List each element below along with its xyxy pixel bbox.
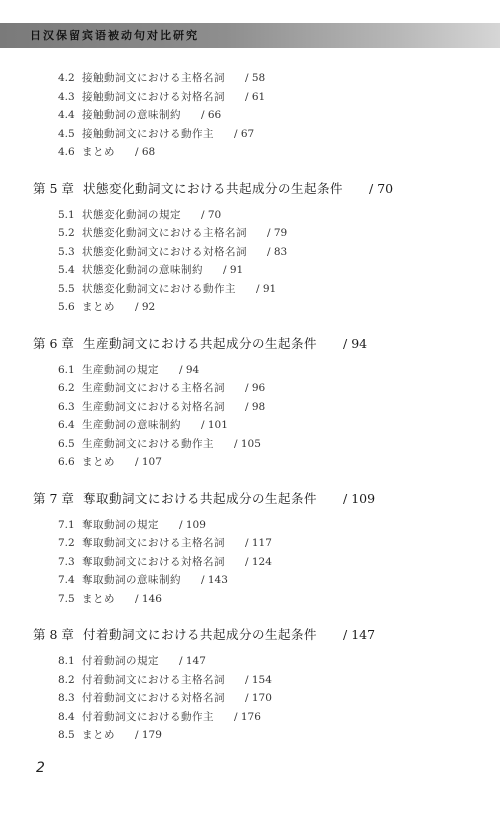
toc-section-entry — [58, 71, 265, 85]
page-reference: / 179 — [135, 729, 162, 741]
page-reference: / 143 — [201, 574, 228, 586]
section-number: 8.1 — [58, 655, 75, 667]
section-title: 生産動詞の規定 — [82, 364, 159, 376]
section-number: 6.5 — [58, 438, 75, 450]
section-number: 6.4 — [58, 419, 75, 431]
section-title: まとめ — [82, 146, 115, 158]
section-title: 接触動詞の意味制約 — [82, 109, 181, 121]
section-title: 付着動詞文における対格名詞 — [82, 692, 225, 704]
section-number: 8.5 — [58, 729, 75, 741]
page-reference: / 96 — [245, 382, 266, 394]
page-reference: / 83 — [267, 246, 288, 258]
page-reference: / 170 — [245, 692, 272, 704]
section-title: 奪取動詞の意味制約 — [82, 574, 181, 586]
page-reference: / 147 — [343, 627, 376, 642]
toc-section-entry — [58, 710, 261, 724]
page-reference: / 109 — [343, 491, 376, 506]
toc-section-entry — [58, 108, 221, 122]
page-reference: / 61 — [245, 91, 266, 103]
toc-section-entry — [58, 573, 228, 587]
section-number: 5.3 — [58, 246, 75, 258]
toc-section-entry — [58, 145, 155, 159]
toc-section-entry — [58, 437, 261, 451]
page-reference: / 91 — [223, 264, 244, 276]
section-title: 状態変化動詞の規定 — [82, 209, 181, 221]
section-title: まとめ — [82, 729, 115, 741]
section-title: 付着動詞の規定 — [82, 655, 159, 667]
page-reference: / 94 — [179, 364, 200, 376]
toc-section-entry — [58, 300, 155, 314]
toc-section-entry — [58, 127, 254, 141]
section-number: 7.3 — [58, 556, 75, 568]
section-number: 4.2 — [58, 72, 75, 84]
page-reference: / 67 — [234, 128, 255, 140]
toc-section-entry — [58, 90, 265, 104]
page-reference: / 147 — [179, 655, 206, 667]
chapter-number: 第 8 章 — [33, 627, 74, 642]
page-reference: / 176 — [234, 711, 261, 723]
page-reference: / 66 — [201, 109, 222, 121]
toc-section-entry — [58, 536, 272, 550]
section-title: まとめ — [82, 301, 115, 313]
toc-section-entry — [58, 673, 272, 687]
section-number: 5.2 — [58, 227, 75, 239]
chapter-number: 第 5 章 — [33, 181, 74, 196]
chapter-number: 第 7 章 — [33, 491, 74, 506]
section-title: 奪取動詞の規定 — [82, 519, 159, 531]
section-number: 8.3 — [58, 692, 75, 704]
section-title: 奪取動詞文における主格名詞 — [82, 537, 225, 549]
section-number: 6.3 — [58, 401, 75, 413]
toc-section-entry — [58, 282, 276, 296]
section-title: 生産動詞文における主格名詞 — [82, 382, 225, 394]
page-reference: / 58 — [245, 72, 266, 84]
page-reference: / 68 — [135, 146, 156, 158]
section-number: 5.1 — [58, 209, 75, 221]
section-number: 5.5 — [58, 283, 75, 295]
section-title: 状態変化動詞の意味制約 — [82, 264, 203, 276]
running-header-title: 日汉保留宾语被动句对比研究 — [30, 29, 199, 42]
section-title: 接触動詞文における動作主 — [82, 128, 214, 140]
section-title: 付着動詞文における主格名詞 — [82, 674, 225, 686]
toc-section-entry — [58, 400, 265, 414]
toc-section-entry — [58, 592, 162, 606]
section-title: 接触動詞文における主格名詞 — [82, 72, 225, 84]
page-reference: / 94 — [343, 336, 368, 351]
section-number: 4.5 — [58, 128, 75, 140]
section-number: 5.6 — [58, 301, 75, 313]
section-title: 生産動詞の意味制約 — [82, 419, 181, 431]
section-number: 4.4 — [58, 109, 75, 121]
page-reference: / 154 — [245, 674, 272, 686]
toc-section-entry — [58, 245, 287, 259]
section-title: 状態変化動詞文における動作主 — [82, 283, 236, 295]
section-number: 7.4 — [58, 574, 75, 586]
toc-chapter-entry — [33, 491, 375, 507]
toc-section-entry — [58, 691, 272, 705]
page-reference: / 101 — [201, 419, 228, 431]
toc-section-entry — [58, 555, 272, 569]
chapter-number: 第 6 章 — [33, 336, 74, 351]
section-number: 8.2 — [58, 674, 75, 686]
section-title: 接触動詞文における対格名詞 — [82, 91, 225, 103]
section-number: 7.2 — [58, 537, 75, 549]
chapter-title: 付着動詞文における共起成分の生起条件 — [83, 627, 318, 642]
toc-section-entry — [58, 654, 206, 668]
page-reference: / 70 — [369, 181, 394, 196]
section-number: 5.4 — [58, 264, 75, 276]
section-title: 付着動詞文における動作主 — [82, 711, 214, 723]
page-reference: / 98 — [245, 401, 266, 413]
section-title: まとめ — [82, 456, 115, 468]
toc-section-entry — [58, 263, 243, 277]
section-number: 8.4 — [58, 711, 75, 723]
toc-section-entry — [58, 455, 162, 469]
toc-section-entry — [58, 381, 265, 395]
page-reference: / 91 — [256, 283, 277, 295]
chapter-title: 状態変化動詞文における共起成分の生起条件 — [83, 181, 344, 196]
toc-chapter-entry — [33, 181, 393, 197]
toc-chapter-entry — [33, 627, 375, 643]
page-reference: / 124 — [245, 556, 272, 568]
toc-section-entry — [58, 226, 287, 240]
page-reference: / 107 — [135, 456, 162, 468]
section-number: 7.5 — [58, 593, 75, 605]
page-reference: / 70 — [201, 209, 222, 221]
section-title: 状態変化動詞文における対格名詞 — [82, 246, 247, 258]
toc-section-entry — [58, 418, 228, 432]
section-title: 状態変化動詞文における主格名詞 — [82, 227, 247, 239]
toc-chapter-entry — [33, 336, 367, 352]
section-title: まとめ — [82, 593, 115, 605]
section-number: 7.1 — [58, 519, 75, 531]
toc-section-entry — [58, 728, 162, 742]
section-number: 6.6 — [58, 456, 75, 468]
page-reference: / 92 — [135, 301, 156, 313]
section-number: 4.3 — [58, 91, 75, 103]
section-number: 4.6 — [58, 146, 75, 158]
page-reference: / 105 — [234, 438, 261, 450]
toc-section-entry — [58, 208, 221, 222]
page-number: 2 — [36, 760, 45, 776]
page-reference: / 146 — [135, 593, 162, 605]
section-title: 奪取動詞文における対格名詞 — [82, 556, 225, 568]
toc-section-entry — [58, 518, 206, 532]
section-title: 生産動詞文における対格名詞 — [82, 401, 225, 413]
section-number: 6.1 — [58, 364, 75, 376]
section-title: 生産動詞文における動作主 — [82, 438, 214, 450]
page-reference: / 117 — [245, 537, 272, 549]
chapter-title: 生産動詞文における共起成分の生起条件 — [83, 336, 318, 351]
page-reference: / 79 — [267, 227, 288, 239]
page-reference: / 109 — [179, 519, 206, 531]
toc-section-entry — [58, 363, 199, 377]
chapter-title: 奪取動詞文における共起成分の生起条件 — [83, 491, 318, 506]
section-number: 6.2 — [58, 382, 75, 394]
